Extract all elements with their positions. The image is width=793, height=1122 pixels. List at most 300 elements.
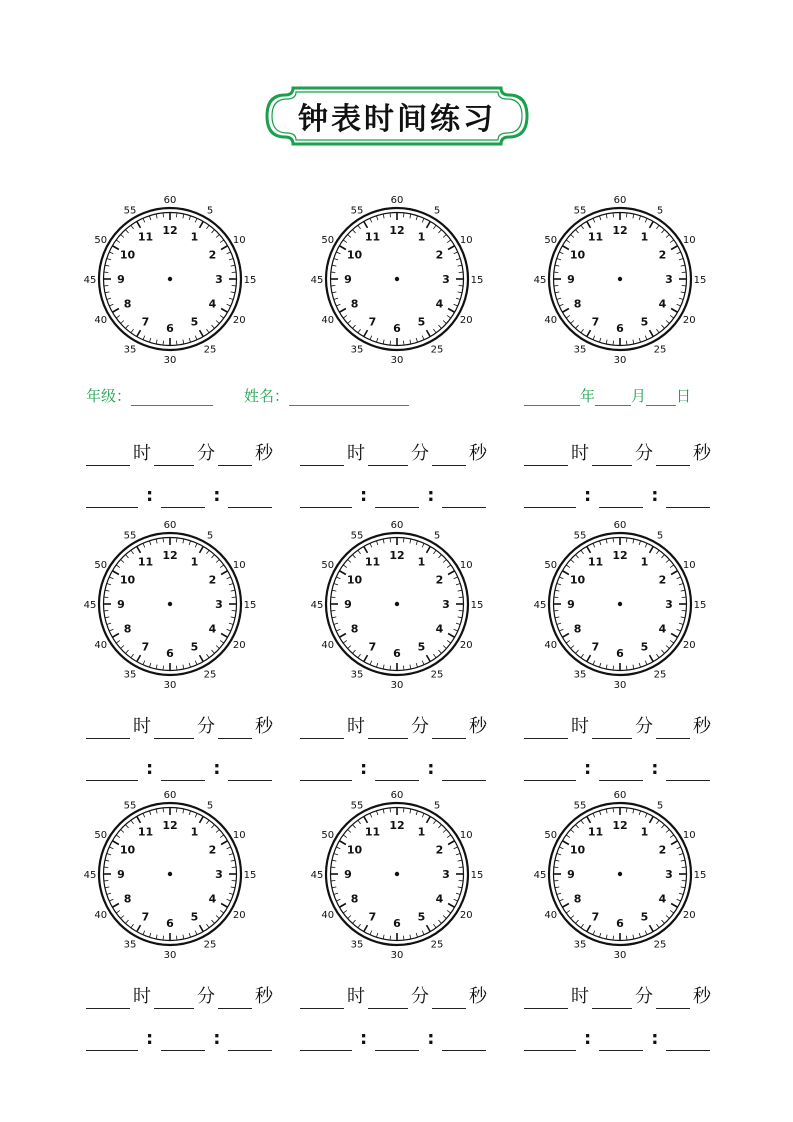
clock-tick <box>221 309 227 313</box>
second-blank[interactable] <box>656 986 690 1009</box>
clock-hour-number: 5 <box>417 910 426 924</box>
grade-blank[interactable] <box>131 388 213 406</box>
clock-hour-number: 9 <box>567 598 575 611</box>
clock-tick <box>571 915 574 918</box>
clock-minute-number: 10 <box>682 560 696 571</box>
clock-tick <box>370 813 372 817</box>
clock-tick <box>358 654 361 658</box>
clock-hour-number: 4 <box>208 892 217 906</box>
clock-minute-number: 5 <box>656 205 664 217</box>
digital-answer-row <box>300 755 486 781</box>
clock-hour-number: 4 <box>208 297 217 311</box>
minute-blank[interactable] <box>368 986 408 1009</box>
clock-tick <box>364 655 368 661</box>
clock-hour-number: 4 <box>435 892 444 906</box>
hour-blank[interactable] <box>86 716 130 739</box>
clock-hour-number: 6 <box>616 917 624 930</box>
minute-label: 分 <box>635 716 653 737</box>
clock-hour-number: 2 <box>658 248 667 262</box>
minute-blank[interactable] <box>154 716 194 739</box>
clock-minute-number: 25 <box>653 669 667 681</box>
second-blank[interactable] <box>666 1028 710 1051</box>
clock-tick <box>343 315 347 318</box>
clock-tick <box>116 640 120 643</box>
clock-face <box>85 789 255 959</box>
clock-hour-number: 7 <box>591 910 600 924</box>
clock-hour-number: 5 <box>417 315 426 329</box>
clock-tick <box>443 560 446 563</box>
clock-minute-number: 20 <box>459 315 473 326</box>
clock-tick <box>216 320 219 323</box>
clock-hour-number: 9 <box>344 868 352 881</box>
clock-minute-number: 60 <box>613 195 627 206</box>
clock-center-dot <box>618 602 622 606</box>
clock-tick <box>227 629 231 631</box>
clock-tick <box>364 330 368 336</box>
clock-tick <box>410 809 411 813</box>
clock-tick <box>183 539 184 543</box>
minute-blank[interactable] <box>161 758 205 781</box>
minute-blank[interactable] <box>368 443 408 466</box>
clock-tick <box>576 555 579 558</box>
hour-blank[interactable] <box>524 716 568 739</box>
clock-tick <box>121 320 124 323</box>
clock-tick <box>211 325 214 328</box>
clock-face <box>312 519 482 689</box>
clock-tick <box>370 931 372 935</box>
clock-tick <box>131 225 134 229</box>
clock-minute-number: 45 <box>533 870 547 881</box>
minute-blank[interactable] <box>368 716 408 739</box>
clock-hour-number: 5 <box>640 640 649 654</box>
hour-blank[interactable] <box>86 485 138 508</box>
clock-tick <box>364 816 368 822</box>
clock-tick <box>189 338 190 342</box>
minute-blank[interactable] <box>599 758 643 781</box>
second-label: 秒 <box>255 986 273 1007</box>
clock-tick <box>454 899 458 901</box>
hour-blank[interactable] <box>300 485 352 508</box>
clock-tick <box>105 265 109 266</box>
day-label: 日 <box>676 387 692 405</box>
hour-blank[interactable] <box>300 1028 352 1051</box>
clock-tick <box>112 904 118 908</box>
clock-tick <box>645 218 647 222</box>
minute-blank[interactable] <box>161 1028 205 1051</box>
clock-tick <box>599 933 600 937</box>
clock-minute-number: 10 <box>459 830 473 841</box>
minute-blank[interactable] <box>154 986 194 1009</box>
clock-hour-number: 9 <box>117 273 125 286</box>
second-blank[interactable] <box>432 443 466 466</box>
clock-tick <box>149 933 150 937</box>
clock-tick <box>606 539 607 543</box>
clock-tick <box>555 860 559 861</box>
clock-minute-number: 60 <box>613 790 627 801</box>
clock-tick <box>364 925 368 931</box>
clock-tick <box>645 661 647 665</box>
clock-hour-number: 10 <box>119 248 136 262</box>
second-blank[interactable] <box>666 758 710 781</box>
clock-tick <box>566 565 570 568</box>
clock-tick <box>559 252 563 254</box>
clock-tick <box>559 304 563 306</box>
clock-tick <box>606 214 607 218</box>
clock-minute-number: 45 <box>310 600 324 611</box>
clock-tick <box>456 623 460 624</box>
clock-hour-number: 12 <box>389 819 405 832</box>
clock-face <box>535 519 705 689</box>
clock-hour-number: 3 <box>215 273 223 286</box>
clock-tick <box>156 665 157 669</box>
second-blank[interactable] <box>228 485 272 508</box>
clock-tick <box>336 577 340 579</box>
clock-tick <box>200 221 204 227</box>
hms-answer-row <box>524 713 714 739</box>
clock-hour-number: 10 <box>569 573 586 587</box>
clock-tick <box>376 216 377 220</box>
clock-tick <box>231 887 235 888</box>
hour-blank[interactable] <box>86 986 130 1009</box>
clock-hour-number: 7 <box>141 910 150 924</box>
clock-hour-number: 2 <box>435 573 444 587</box>
clock-tick <box>206 329 209 333</box>
clock-tick <box>200 546 204 552</box>
clock-tick <box>189 811 190 815</box>
clock-tick <box>566 910 570 913</box>
clock-hour-number: 1 <box>190 555 199 569</box>
clock-tick <box>343 240 347 243</box>
clock-tick <box>339 841 345 845</box>
clock-tick <box>593 813 595 817</box>
clock-tick <box>227 304 231 306</box>
hour-blank[interactable] <box>524 1028 576 1051</box>
second-label: 秒 <box>469 443 487 464</box>
clock-minute-number: 55 <box>123 205 137 217</box>
clock-hour-number: 1 <box>417 825 426 839</box>
clock-tick <box>422 218 424 222</box>
clock-tick <box>334 623 338 624</box>
clock-minute-number: 45 <box>83 600 97 611</box>
clock-tick <box>227 252 231 254</box>
clock-tick <box>650 655 654 661</box>
clock-tick <box>571 560 574 563</box>
hms-answer-row <box>86 713 276 739</box>
clock-hour-number: 2 <box>435 248 444 262</box>
minute-blank[interactable] <box>154 443 194 466</box>
clock-minute-number: 20 <box>682 910 696 921</box>
clock-tick <box>438 230 441 233</box>
clock-tick <box>348 645 351 648</box>
second-blank[interactable] <box>442 1028 486 1051</box>
clock-tick <box>143 336 145 340</box>
clock-tick <box>221 246 227 250</box>
second-blank[interactable] <box>218 986 252 1009</box>
clock-tick <box>571 830 574 833</box>
clock-tick <box>581 550 584 554</box>
clock-tick <box>334 583 338 584</box>
minute-blank[interactable] <box>161 485 205 508</box>
clock-minute-number: 30 <box>613 355 627 366</box>
clock-minute-number: 10 <box>232 560 246 571</box>
clock-tick <box>195 813 197 817</box>
day-blank[interactable] <box>646 388 676 406</box>
hour-blank[interactable] <box>524 443 568 466</box>
minute-blank[interactable] <box>599 485 643 508</box>
second-label: 秒 <box>693 986 711 1007</box>
clock-tick <box>227 847 231 849</box>
clock-tick <box>116 910 120 913</box>
minute-blank[interactable] <box>592 986 632 1009</box>
clock-tick <box>566 240 570 243</box>
clock-hour-number: 8 <box>573 892 582 906</box>
clock-tick <box>107 893 111 894</box>
clock-tick <box>358 924 361 928</box>
clock-hour-number: 12 <box>612 549 628 562</box>
clock-tick <box>343 910 347 913</box>
clock-tick <box>231 617 235 618</box>
hour-blank[interactable] <box>300 986 344 1009</box>
clock-tick <box>343 835 347 838</box>
clock-center-dot <box>395 872 399 876</box>
clock-hour-number: 10 <box>119 573 136 587</box>
clock-tick <box>334 298 338 299</box>
clock-tick <box>562 571 568 575</box>
clock-tick <box>639 216 640 220</box>
clock-tick <box>581 654 584 658</box>
hour-label: 时 <box>133 716 151 737</box>
clock-tick <box>200 655 204 661</box>
minute-blank[interactable] <box>375 1028 419 1051</box>
clock-hour-number: 6 <box>166 917 174 930</box>
clock-hour-number: 12 <box>162 819 178 832</box>
clock-tick <box>206 550 209 554</box>
clock-tick <box>383 340 384 344</box>
clock-tick <box>189 541 190 545</box>
second-blank[interactable] <box>218 443 252 466</box>
clock-hour-number: 6 <box>616 647 624 660</box>
clock-minute-number: 45 <box>533 275 547 286</box>
clock-tick <box>353 325 356 328</box>
second-blank[interactable] <box>442 758 486 781</box>
hour-blank[interactable] <box>300 716 344 739</box>
clock-tick <box>422 336 424 340</box>
clock-tick <box>121 645 124 648</box>
clock-tick <box>229 893 233 894</box>
clock-minute-number: 60 <box>163 520 177 531</box>
hour-blank[interactable] <box>300 758 352 781</box>
clock-tick <box>606 665 607 669</box>
clock-minute-number: 15 <box>243 600 257 611</box>
clock-tick <box>410 935 411 939</box>
clock-tick <box>650 546 654 552</box>
clock-hour-number: 10 <box>569 843 586 857</box>
clock-tick <box>443 235 446 238</box>
year-blank[interactable] <box>524 388 580 406</box>
clock-tick <box>677 629 681 631</box>
clock-tick <box>458 887 462 888</box>
clock-tick <box>555 292 559 293</box>
clock-hour-number: 3 <box>442 273 450 286</box>
hms-answer-row <box>300 713 490 739</box>
clock-tick <box>348 830 351 833</box>
clock-tick <box>105 590 109 591</box>
clock-tick <box>339 309 345 313</box>
clock-minute-number: 5 <box>433 530 441 542</box>
clock-hour-number: 7 <box>141 315 150 329</box>
clock-tick <box>353 920 356 923</box>
clock-tick <box>448 634 454 638</box>
clock-tick <box>364 221 368 227</box>
clock-hour-number: 10 <box>119 843 136 857</box>
clock-tick <box>131 329 134 333</box>
clock-face <box>535 194 705 364</box>
hour-blank[interactable] <box>524 485 576 508</box>
clock-minute-number: 45 <box>310 275 324 286</box>
clock-tick <box>109 629 113 631</box>
clock-tick <box>216 830 219 833</box>
second-blank[interactable] <box>228 758 272 781</box>
clock-hour-number: 1 <box>417 230 426 244</box>
clock-tick <box>571 320 574 323</box>
clock-tick <box>671 904 677 908</box>
second-blank[interactable] <box>432 986 466 1009</box>
clock-tick <box>555 887 559 888</box>
clock-hour-number: 3 <box>442 598 450 611</box>
second-blank[interactable] <box>656 443 690 466</box>
second-blank[interactable] <box>656 716 690 739</box>
clock-tick <box>593 543 595 547</box>
minute-blank[interactable] <box>592 443 632 466</box>
second-blank[interactable] <box>442 485 486 508</box>
clock-tick <box>443 645 446 648</box>
clock-tick <box>562 309 568 313</box>
clock-minute-number: 25 <box>430 344 444 356</box>
clock-tick <box>433 329 436 333</box>
minute-blank[interactable] <box>375 485 419 508</box>
clock-minute-number: 15 <box>243 870 257 881</box>
hour-blank[interactable] <box>86 758 138 781</box>
clock-hour-number: 4 <box>658 622 667 636</box>
clock-tick <box>633 539 634 543</box>
clock-tick <box>677 899 681 901</box>
clock-tick <box>557 853 561 854</box>
clock-hour-number: 9 <box>567 273 575 286</box>
clock-tick <box>220 910 224 913</box>
clock-minute-number: 20 <box>459 640 473 651</box>
clock-hour-number: 5 <box>417 640 426 654</box>
clock-tick <box>183 809 184 813</box>
clock-tick <box>656 820 659 824</box>
colon-separator: : <box>360 485 368 506</box>
clock-tick <box>679 258 683 259</box>
clock-minute-number: 35 <box>573 669 587 681</box>
clock-hour-number: 5 <box>640 315 649 329</box>
hms-answer-row <box>524 440 714 466</box>
clock-tick <box>633 340 634 344</box>
clock-tick <box>348 560 351 563</box>
clock-tick <box>410 665 411 669</box>
clock-tick <box>681 617 685 618</box>
hour-blank[interactable] <box>524 758 576 781</box>
colon-separator: : <box>427 485 435 506</box>
clock-tick <box>137 330 141 336</box>
clock-tick <box>650 925 654 931</box>
clock-tick <box>661 650 664 653</box>
clock-tick <box>358 329 361 333</box>
clock-tick <box>332 292 336 293</box>
name-blank[interactable] <box>289 388 409 406</box>
clock-tick <box>216 645 219 648</box>
clock-hour-number: 11 <box>587 825 604 839</box>
hms-answer-row <box>86 983 276 1009</box>
minute-blank[interactable] <box>375 758 419 781</box>
hour-blank[interactable] <box>86 443 130 466</box>
clock-tick <box>427 546 431 552</box>
clock-hour-number: 1 <box>417 555 426 569</box>
clock-tick <box>581 225 584 229</box>
clock-tick <box>671 634 677 638</box>
clock-hour-number: 11 <box>137 230 154 244</box>
clock-tick <box>555 617 559 618</box>
clock-tick <box>650 816 654 822</box>
clock-tick <box>416 216 417 220</box>
month-blank[interactable] <box>595 388 631 406</box>
clock-tick <box>656 225 659 229</box>
page-title: 钟表时间练习 <box>298 102 496 137</box>
clock-tick <box>454 847 458 849</box>
clock-tick <box>427 925 431 931</box>
clock-tick <box>348 915 351 918</box>
clock-tick <box>456 258 460 259</box>
hour-label: 时 <box>133 443 151 464</box>
hour-blank[interactable] <box>524 986 568 1009</box>
clock-tick <box>670 240 674 243</box>
hour-blank[interactable] <box>300 443 344 466</box>
clock-minute-number: 15 <box>693 275 707 286</box>
clock-hour-number: 9 <box>117 868 125 881</box>
clock-minute-number: 15 <box>243 275 257 286</box>
second-blank[interactable] <box>432 716 466 739</box>
clock-minute-number: 5 <box>206 800 214 812</box>
clock-tick <box>458 265 462 266</box>
minute-blank[interactable] <box>592 716 632 739</box>
clock-tick <box>666 560 669 563</box>
minute-label: 分 <box>411 986 429 1007</box>
clock-hour-number: 1 <box>640 230 649 244</box>
clock-minute-number: 5 <box>206 205 214 217</box>
clock-tick <box>671 571 677 575</box>
minute-blank[interactable] <box>599 1028 643 1051</box>
clock-hour-number: 8 <box>573 622 582 636</box>
hour-label: 时 <box>571 443 589 464</box>
clock-hour-number: 2 <box>208 843 217 857</box>
clock-tick <box>456 893 460 894</box>
second-blank[interactable] <box>218 716 252 739</box>
clock-tick <box>645 543 647 547</box>
hour-blank[interactable] <box>86 1028 138 1051</box>
clock-tick <box>681 887 685 888</box>
second-blank[interactable] <box>666 485 710 508</box>
second-blank[interactable] <box>228 1028 272 1051</box>
clock-minute-number: 40 <box>321 640 335 651</box>
clock-minute-number: 30 <box>613 950 627 961</box>
clock-minute-number: 10 <box>682 235 696 246</box>
clock-tick <box>458 292 462 293</box>
minute-label: 分 <box>197 716 215 737</box>
clock-minute-number: 60 <box>390 195 404 206</box>
clock-minute-number: 20 <box>459 910 473 921</box>
